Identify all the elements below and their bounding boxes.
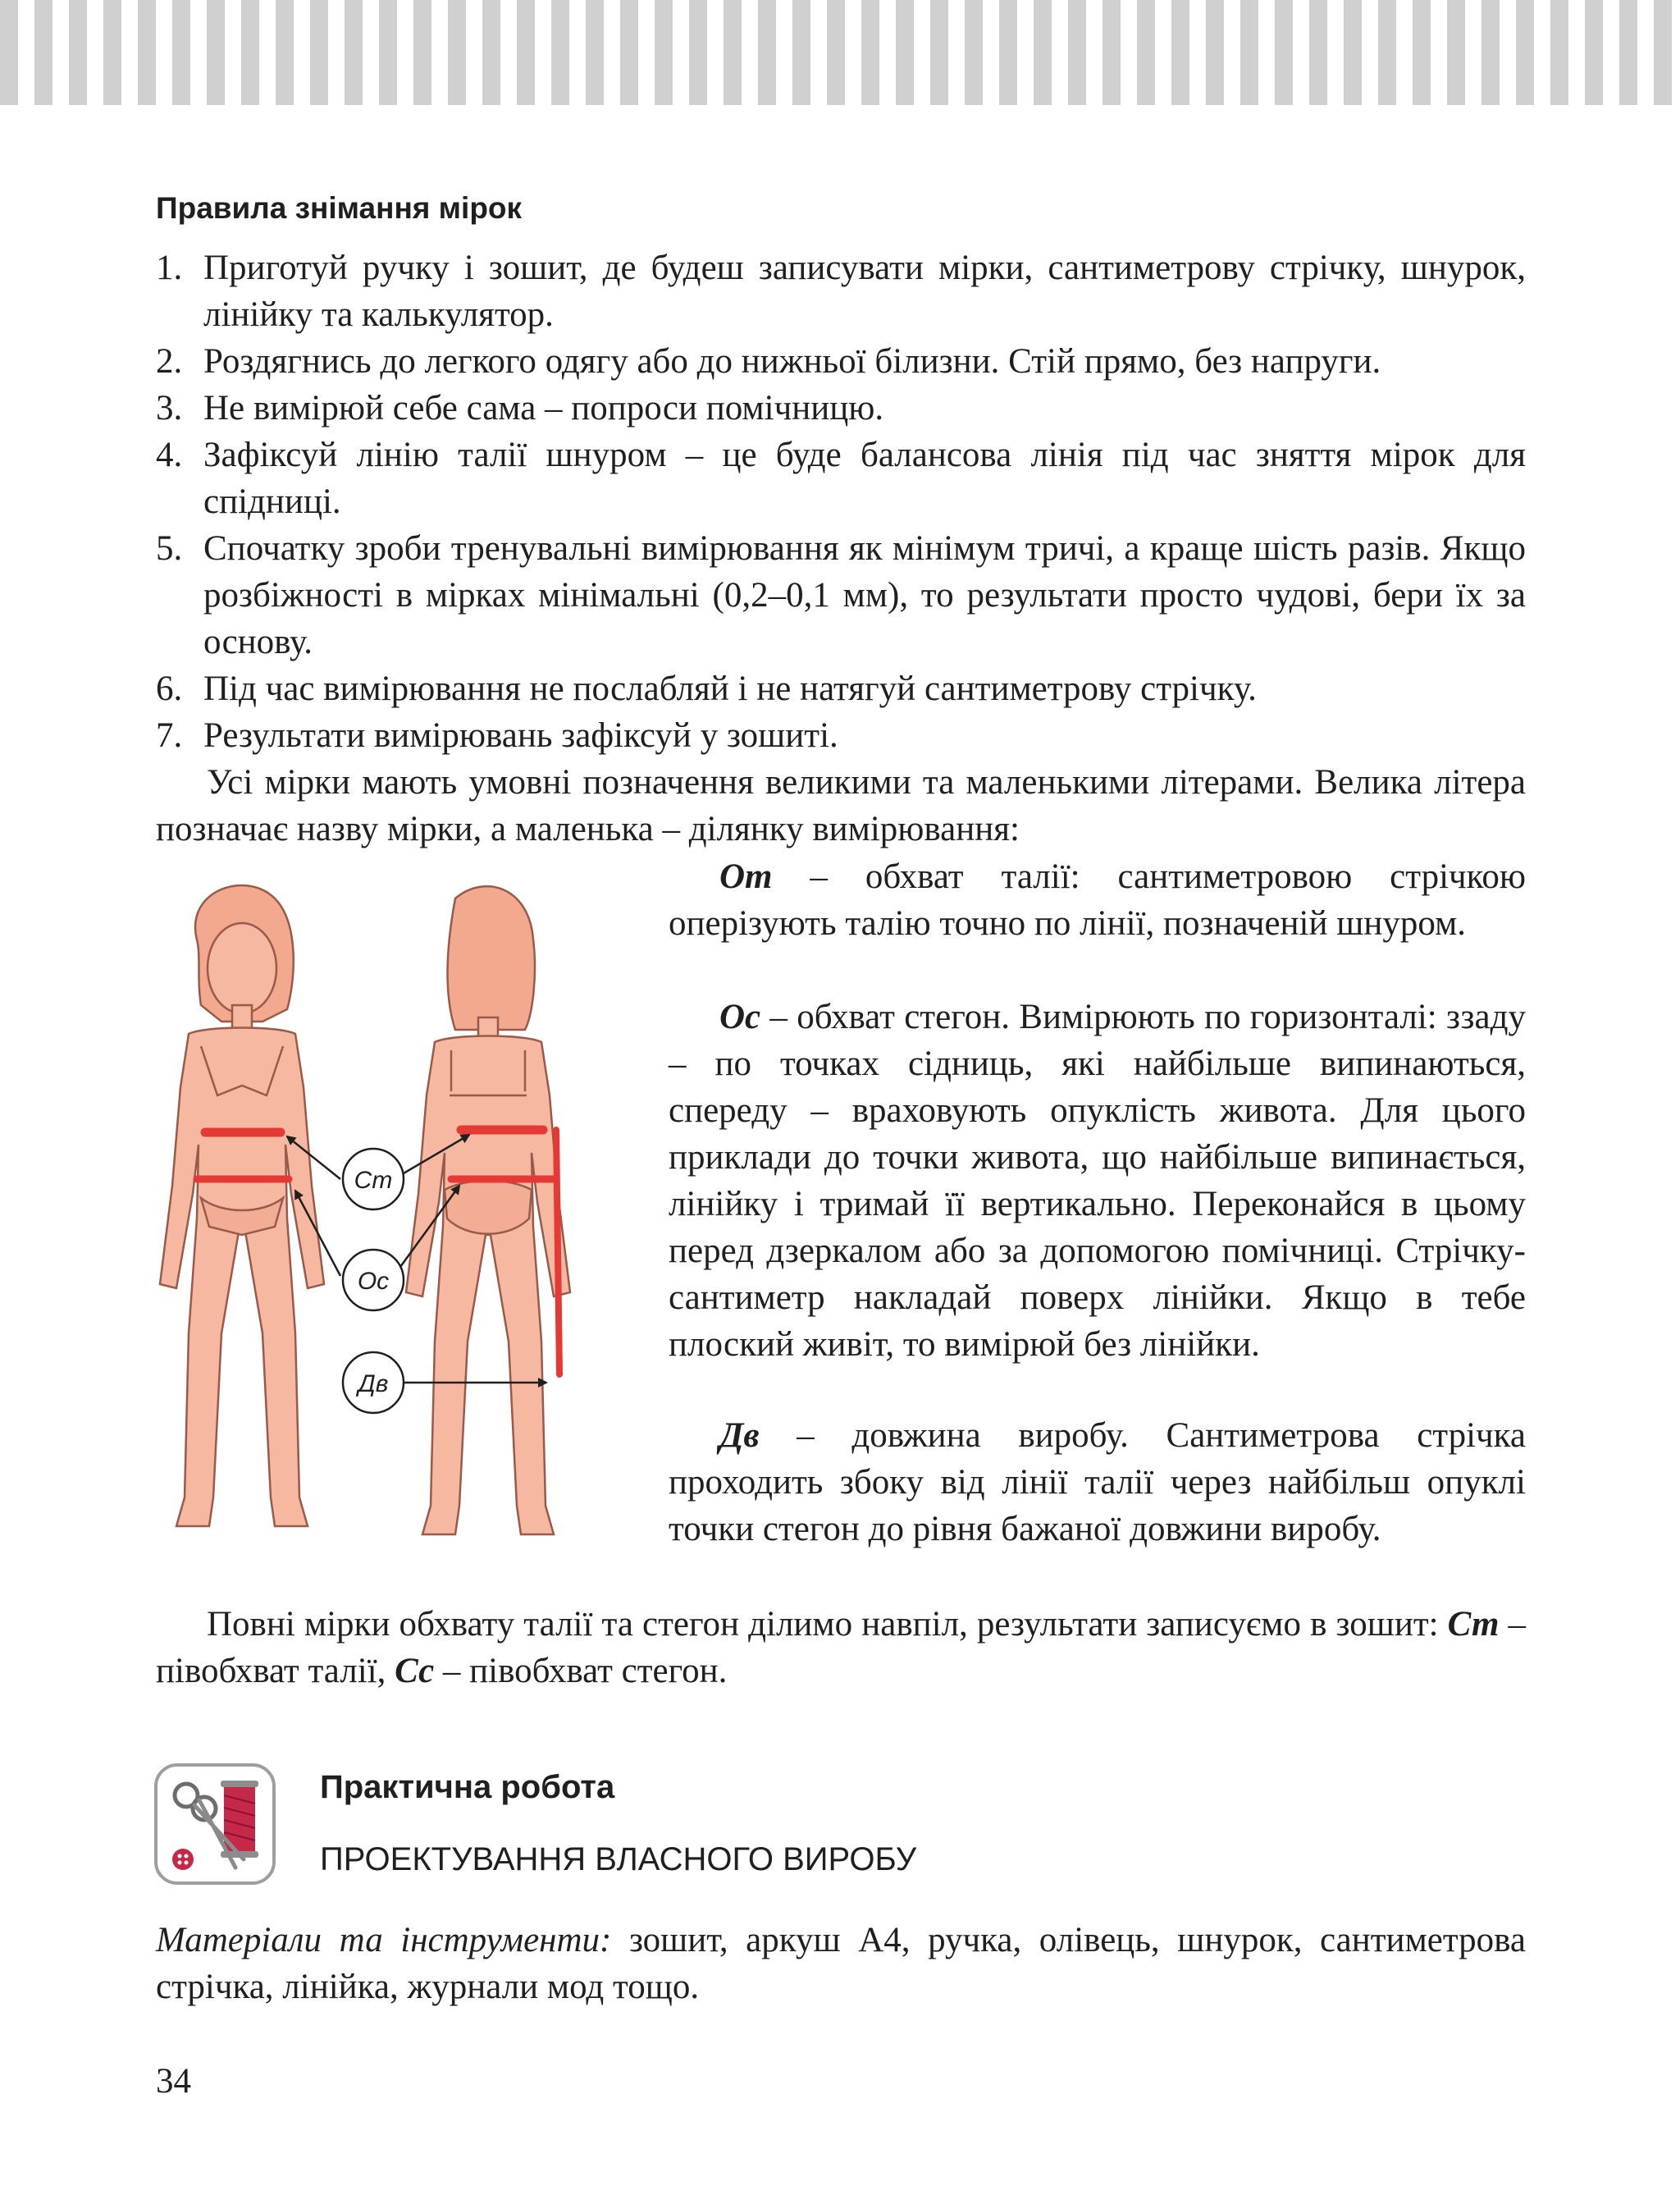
materials-label: Матеріали та інструменти:: [156, 1921, 612, 1959]
label-st-circle: [343, 1149, 404, 1209]
rule-text: Приготуй ручку і зошит, де будеш записувати мірки, сантиметрову стрічку, шнурок, лінійку та калькулятор.: [203, 249, 1526, 334]
rule-item: [156, 245, 1526, 338]
symbol-dv: Дв: [719, 1416, 760, 1455]
definition-dv-text: – довжина виробу. Сантиметрова стрічка проходить збоку від лінії талії через найбільш опуклі точки стегон до рівня бажаної довжини виробу.: [669, 1416, 1526, 1548]
definition-dv: [669, 1412, 1526, 1552]
definition-ot: [669, 853, 1526, 947]
sewing-tools-icon: [153, 1763, 276, 1886]
symbol-ot: От: [719, 857, 773, 896]
practical-work-subtitle: ПРОЕКТУВАННЯ ВЛАСНОГО ВИРОБУ: [320, 1841, 917, 1877]
rule-number: 2.: [156, 342, 183, 381]
ss-description: – півобхват стегон.: [434, 1652, 728, 1690]
rule-item: [156, 525, 1526, 665]
top-stripes-decoration: [0, 0, 1680, 105]
back-figure-icon: [406, 886, 570, 1534]
practical-work-title: Практична робота: [320, 1769, 615, 1805]
label-os: Ос: [357, 1268, 390, 1295]
front-figure-icon: [160, 885, 324, 1526]
page-number: 34: [156, 2062, 191, 2101]
rule-item: [156, 432, 1526, 525]
rule-text: Результати вимірювань зафіксуй у зошиті.: [203, 716, 838, 755]
definition-ot-text: – обхват талії: сантиметровою стрічкою оперізують талію точно по лінії, позначеній шнуром.: [669, 857, 1526, 943]
definition-os-text: – обхват стегон. Вимірюють по горизонталі: ззаду – по точках сідниць, які найбільше випинаються, спереду – враховують опуклість живота. Для цього приклади до точки живота, що найбільше випинається, лінійку і тримай її вертикально. Переконайся в цьому перед дзеркалом або за допомогою помічниці. Стрічку-сантиметр накладай поверх лінійки. Якщо в тебе плоский живіт, то вимірюй без лінійки.: [669, 998, 1526, 1364]
rule-number: 1.: [156, 249, 183, 287]
materials-paragraph: [156, 1917, 1526, 2010]
label-dv-circle: [343, 1352, 404, 1413]
symbol-os: Ос: [719, 998, 761, 1036]
rule-number: 4.: [156, 436, 183, 474]
section-heading: Правила знімання мірок: [156, 191, 523, 225]
definition-os: [669, 994, 1526, 1368]
symbol-st: Ст: [1447, 1605, 1500, 1644]
rule-text: Зафіксуй лінію талії шнуром – це буде балансова лінія під час зняття мірок для спідниці.: [203, 436, 1526, 521]
half-measures-paragraph: [156, 1601, 1526, 1694]
rule-text: Не вимірюй себе сама – попроси помічницю.: [203, 389, 884, 427]
rule-number: 6.: [156, 670, 183, 708]
label-os-circle: [343, 1250, 404, 1310]
rule-text: Спочатку зроби тренувальні вимірювання як мінімум тричі, а краще шість разів. Якщо розбіжності в мірках мінімальні (0,2–0,1 мм), то результати просто чудові, бери їх за основу.: [203, 529, 1526, 661]
rule-item: [156, 712, 1526, 759]
rule-text: Роздягнись до легкого одягу або до нижньої білизни. Стій прямо, без напруги.: [203, 342, 1381, 381]
rule-item: [156, 665, 1526, 712]
st-description: – півобхват талії,: [156, 1605, 1526, 1690]
intro-paragraph: Усі мірки мають умовні позначення великими та маленькими літерами. Велика літера позначає назву мірки, а маленька – ділянку вимірювання:: [156, 763, 1526, 848]
rule-text: Під час вимірювання не послабляй і не натягуй сантиметрову стрічку.: [203, 670, 1257, 708]
rule-number: 5.: [156, 529, 183, 568]
rule-number: 3.: [156, 389, 183, 427]
rule-number: 7.: [156, 716, 183, 755]
rule-item: [156, 338, 1526, 385]
rules-list: [156, 245, 1526, 759]
label-dv: Дв: [358, 1370, 389, 1397]
rule-item: [156, 385, 1526, 432]
materials-text: зошит, аркуш А4, ручка, олівець, шнурок, сантиметрова стрічка, лінійка, журнали мод тощо.: [156, 1921, 1526, 2006]
half-measures-text: Повні мірки обхвату талії та стегон ділимо навпіл, результати записуємо в зошит:: [207, 1605, 1448, 1644]
symbol-ss: Сс: [395, 1652, 435, 1690]
measurement-figure: [139, 874, 632, 1555]
label-st: Ст: [354, 1167, 393, 1194]
